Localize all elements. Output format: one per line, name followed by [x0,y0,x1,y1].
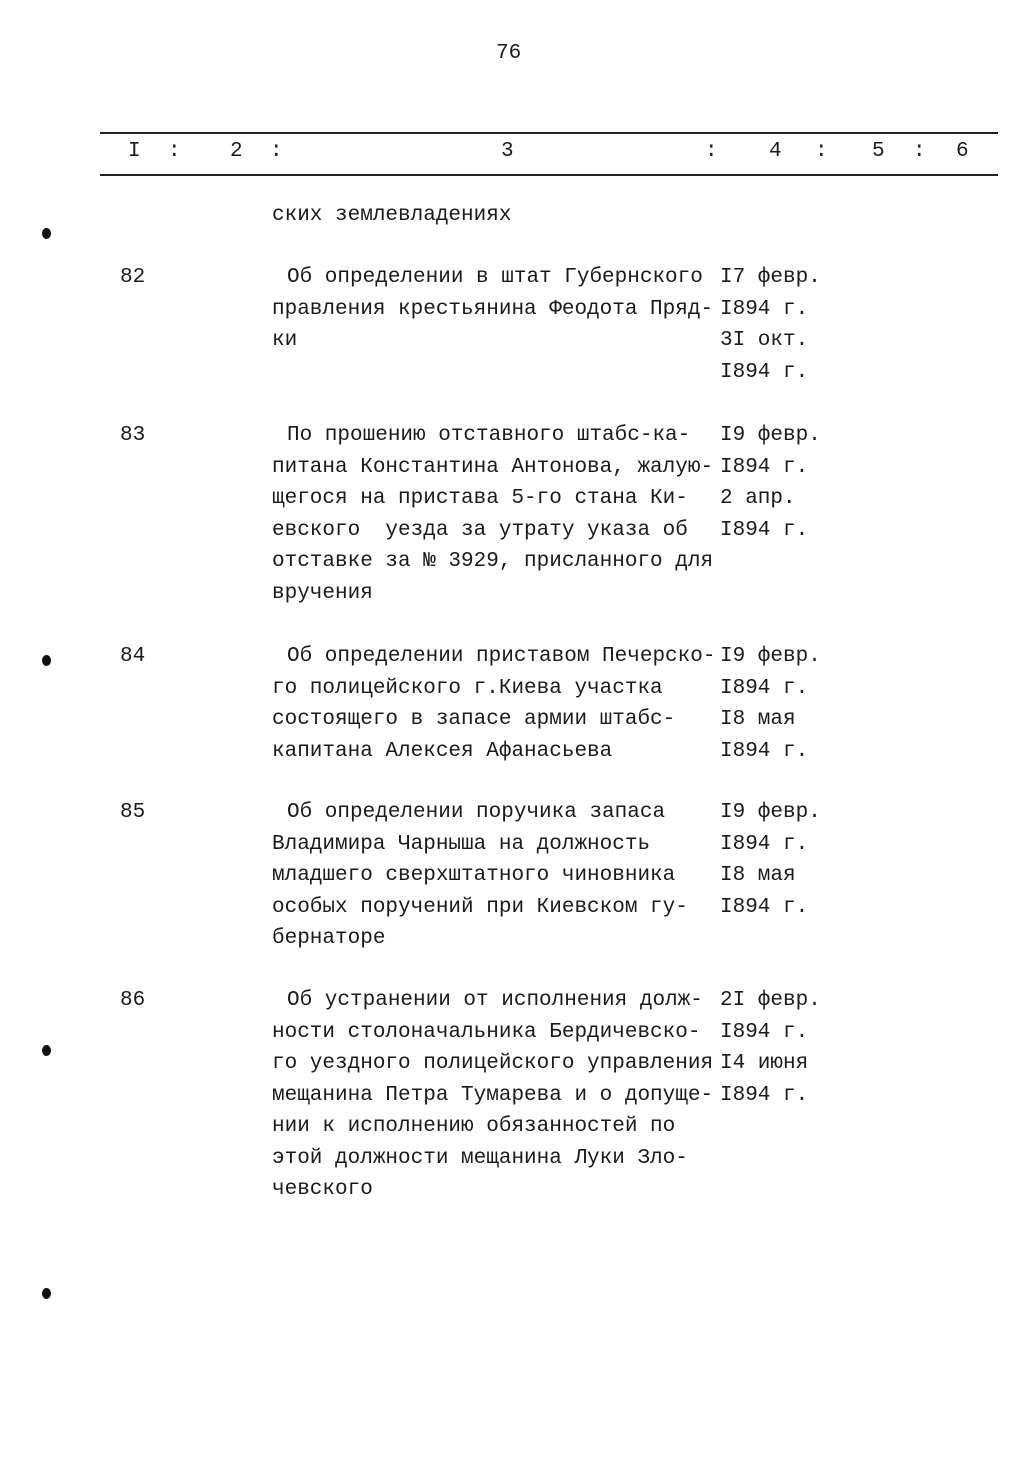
text-line: отставке за № 3929, присланного для [272,550,714,573]
text-line: состоящего в запасе армии штабс- [272,708,676,731]
header-col-1: I [128,140,141,163]
header-sep: : [815,140,828,163]
entry-dates [720,420,821,546]
date-line: 2I февр. [720,989,821,1012]
date-line: I894 г. [720,1020,809,1044]
header-sep: : [913,140,926,163]
header-top-rule [100,132,998,134]
header-col-6: 6 [956,140,969,163]
date-line: I894 г. [720,832,809,856]
text-line: Об определении в штат Губернского [287,266,703,289]
date-line: I8 мая [720,864,796,887]
text-line: капитана Алексея Афанасьева [272,739,613,763]
header-sep: : [270,140,283,163]
date-line: 2 апр. [720,487,796,510]
text-line: правления крестьянина Феодота Пряд- [272,297,714,321]
punch-hole-mark [42,1288,51,1299]
text-line: По прошению отставного штабс-ка- [287,424,691,447]
date-line: I894 г. [720,360,809,384]
text-line: младшего сверхштатного чиновника [272,864,676,887]
entry-number: 85 [120,801,146,824]
entry-text [272,420,713,609]
header-col-2: 2 [230,140,243,163]
entry-text [272,797,688,955]
header-sep: : [705,140,718,163]
punch-hole-mark [42,228,51,239]
date-line: I894 г. [720,1083,809,1107]
text-line: бернаторе [272,927,386,950]
date-line: I894 г. [720,895,809,919]
entry-text [272,262,713,357]
entry-number: 84 [120,645,146,668]
date-line: I8 мая [720,708,796,731]
entry-dates [720,797,821,923]
header-col-5: 5 [872,140,885,163]
date-line: I9 февр. [720,424,821,447]
header-col-3: 3 [501,140,514,163]
date-line: I894 г. [720,297,809,321]
date-line: I9 февр. [720,801,821,824]
date-line: I894 г. [720,739,809,763]
entry-dates [720,985,821,1111]
text-line: питана Константина Антонова, жалую- [272,455,714,479]
text-line: ских землевладениях [272,204,512,227]
text-line: Об определении приставом Печерско- [287,645,716,668]
entry-dates [720,262,821,388]
entry-text [272,200,511,232]
header-col-4: 4 [769,140,782,163]
text-line: ности столоначальника Бердичевско- [272,1020,701,1044]
text-line: Владимира Чарныша на должность [272,832,651,856]
text-line: нии к исполнению обязанностей по [272,1115,676,1138]
date-line: I894 г. [720,518,809,542]
entry-number: 83 [120,424,146,447]
date-line: I894 г. [720,676,809,700]
entry-dates [720,641,821,767]
text-line: го уездного полицейского управления [272,1052,714,1075]
date-line: I894 г. [720,455,809,479]
text-line: Об определении поручика запаса [287,801,666,824]
text-line: щегося на пристава 5-го стана Ки- [272,487,688,510]
entry-number: 82 [120,266,146,289]
text-line: особых поручений при Киевском гу- [272,895,688,919]
date-line: 3I окт. [720,329,809,352]
entry-text [272,641,715,767]
text-line: Об устранении от исполнения долж- [287,989,703,1012]
header-bottom-rule [100,174,998,176]
date-line: I7 февр. [720,266,821,289]
date-line: I4 июня [720,1052,809,1075]
page-number: 76 [496,42,522,65]
text-line: евского уезда за утрату указа об [272,518,688,542]
text-line: го полицейского г.Киева участка [272,676,663,700]
text-line: этой должности мещанина Луки Зло- [272,1146,688,1170]
entry-number: 86 [120,989,146,1012]
text-line: мещанина Петра Тумарева и о допуще- [272,1083,714,1107]
date-line: I9 февр. [720,645,821,668]
text-line: вручения [272,581,373,605]
punch-hole-mark [42,1045,51,1056]
text-line: чевского [272,1178,373,1201]
text-line: ки [272,329,298,352]
entry-text [272,985,713,1206]
header-sep: : [168,140,181,163]
punch-hole-mark [42,655,51,666]
